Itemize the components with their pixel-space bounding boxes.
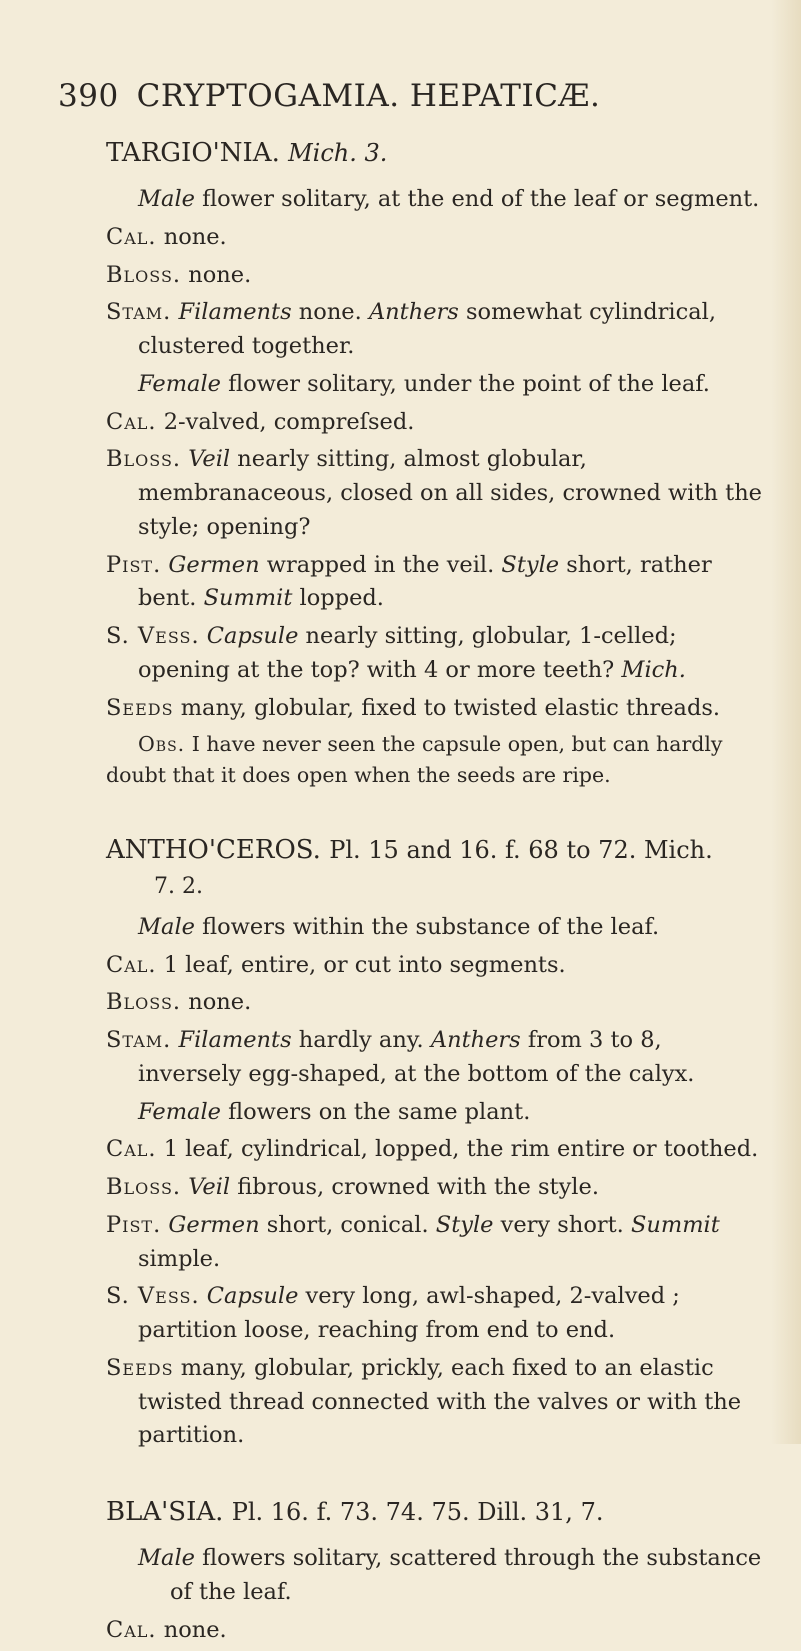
character-line: Bloss. Veil nearly sitting, almost globular, membranaceous, closed on all sides, crowned with the style; opening? [106, 446, 763, 540]
character-line: Seeds many, globular, prickly, each fixed to an elastic twisted thread connected with the valves or with the partition. [106, 1354, 742, 1449]
character-line: Cal. 1 leaf, entire, or cut into segments. [106, 951, 566, 978]
page-edge-shadow [771, 0, 801, 1444]
character-line: Cal. none. [106, 223, 227, 250]
character-line: Pist. Germen short, conical. Style very short. Summit simple. [106, 1211, 720, 1272]
character-line: Female flower solitary, under the point of the leaf. [138, 370, 710, 397]
character-line: Cal. 1 leaf, cylindrical, lopped, the rim entire or toothed. [106, 1136, 759, 1163]
character-line: Male flowers solitary, scattered through the substance of the leaf. [138, 1545, 762, 1605]
genus-heading: TARGIO'NIA. Mich. 3. [106, 138, 388, 168]
running-header [58, 78, 600, 114]
character-line: Bloss. none. [106, 989, 252, 1016]
page-content [106, 134, 766, 1651]
genus-entry [106, 831, 766, 1453]
genus-heading: ANTHO'CEROS. Pl. 15 and 16. f. 68 to 72. Mich. [106, 834, 713, 865]
character-line: Stam. Filaments hardly any. Anthers from 3 to 8, inversely egg-shaped, at the bottom of the calyx. [106, 1027, 695, 1087]
character-line: Pist. Germen wrapped in the veil. Style short, rather bent. Summit lopped. [106, 551, 712, 612]
character-line: Stam. Filaments none. Anthers somewhat cylindrical, clustered together. [106, 299, 716, 359]
page-number: 390 [58, 78, 119, 114]
observation-note: Obs. I have never seen the capsule open, but can hardly doubt that it does open when the seeds are ripe. [106, 732, 723, 787]
character-line: Male flower solitary, at the end of the leaf or segment. [138, 186, 760, 212]
genus-heading: BLA'SIA. Pl. 16. f. 73. 74. 75. Dill. 31, 7. [106, 1497, 604, 1527]
character-line: Female flowers on the same plant. [138, 1098, 531, 1125]
character-line: Male flowers within the substance of the leaf. [138, 913, 660, 940]
character-line: S. Vess. Capsule nearly sitting, globular, 1-celled; opening at the top? with 4 or more teeth? Mich. [106, 623, 686, 683]
genus-entry [106, 134, 766, 791]
genus-entry [106, 1493, 766, 1647]
character-line: Bloss. none. [106, 261, 252, 288]
character-line: Seeds many, globular, fixed to twisted elastic threads. [106, 694, 721, 721]
character-line: Cal. 2-valved, compreſsed. [106, 408, 415, 435]
genus-heading-continued: 7. 2. [154, 873, 203, 899]
running-title: CRYPTOGAMIA. HEPATICÆ. [136, 78, 601, 114]
character-line: Cal. none. [106, 1616, 227, 1643]
character-line: Bloss. Veil fibrous, crowned with the style. [106, 1174, 599, 1200]
character-line: S. Vess. Capsule very long, awl-shaped, 2-valved ; partition loose, reaching from end to end. [106, 1283, 680, 1343]
